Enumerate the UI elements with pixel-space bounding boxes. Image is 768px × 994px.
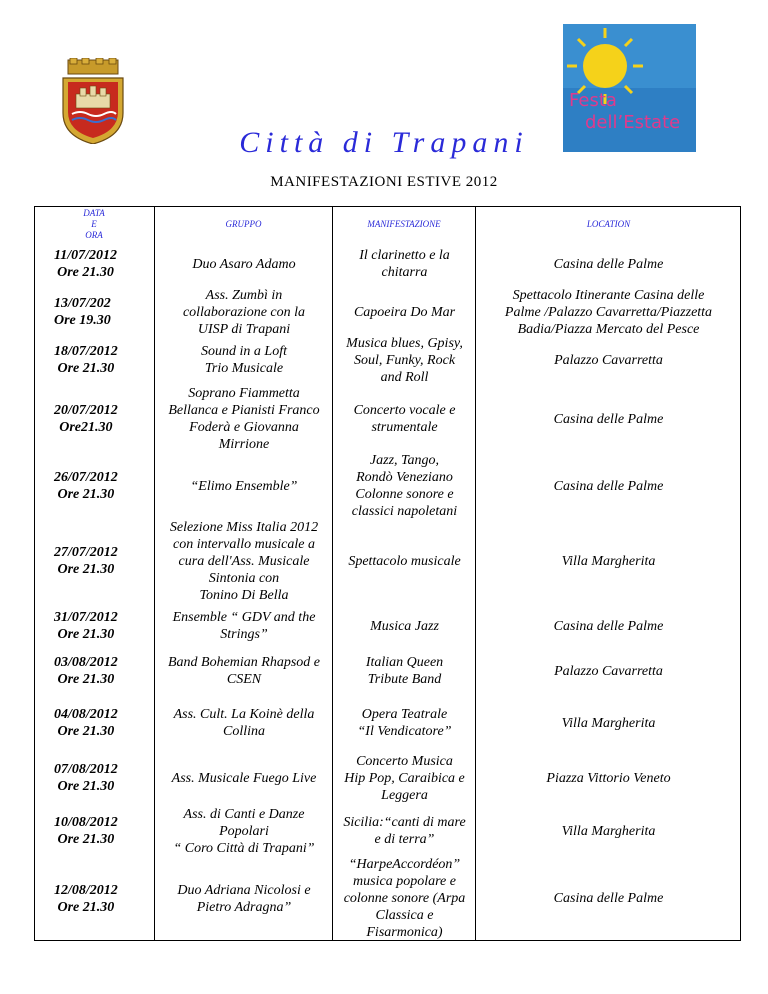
row-date: 04/08/2012 — [54, 707, 118, 722]
row-group — [155, 242, 333, 286]
row-group-text: Duo Asaro Adamo — [192, 256, 296, 272]
row-event-text: Musica blues, Gpisy, Soul, Funky, Rock and Roll — [346, 335, 463, 385]
row-date-time — [34, 856, 155, 941]
row-location — [476, 456, 741, 516]
svg-text:dell’Estate: dell’Estate — [585, 112, 681, 133]
row-location — [476, 382, 741, 456]
row-location-text: Casina delle Palme — [553, 411, 664, 427]
row-group-text: “Elimo Ensemble” — [190, 478, 298, 494]
row-date: 10/08/2012 — [54, 815, 118, 830]
row-date: 18/07/2012 — [54, 344, 118, 359]
row-group — [155, 286, 333, 338]
row-group — [155, 750, 333, 806]
row-location-text: Casina delle Palme — [553, 478, 664, 494]
row-location-text: Spettacolo Itinerante Casina delle Palme /Palazzo Cavarretta/Piazzetta Badia/Piazza Mercato del Pesce — [504, 287, 713, 337]
row-date: 20/07/2012 — [54, 403, 118, 418]
row-event-text: Opera Teatrale “Il Vendicatore” — [357, 707, 452, 739]
header-event: MANIFESTAZIONE — [367, 218, 441, 229]
row-event — [333, 806, 476, 856]
row-date-time — [34, 696, 155, 750]
row-location-text: Casina delle Palme — [553, 618, 664, 634]
row-date-time — [34, 806, 155, 856]
row-date: 31/07/2012 — [54, 610, 118, 625]
row-location — [476, 338, 741, 382]
header-date: DATA E ORA — [83, 207, 105, 240]
row-location-text: Villa Margherita — [561, 823, 656, 839]
row-time: Ore 21.30 — [57, 899, 115, 915]
row-date-time — [34, 286, 155, 338]
row-date-time — [34, 516, 155, 606]
row-time: Ore 21.30 — [57, 487, 115, 502]
row-event-text: Italian Queen Tribute Band — [365, 655, 444, 687]
row-event-text: Musica Jazz — [370, 618, 439, 634]
page-subtitle: MANIFESTAZIONI ESTIVE 2012 — [270, 174, 498, 190]
row-event-text: Concerto vocale e strumentale — [353, 403, 456, 435]
row-event — [333, 382, 476, 456]
row-group — [155, 856, 333, 941]
row-group — [155, 806, 333, 856]
row-time: Ore 19.30 — [54, 313, 111, 328]
row-event — [333, 750, 476, 806]
row-group — [155, 516, 333, 606]
row-date: 07/08/2012 — [54, 762, 118, 777]
row-group — [155, 696, 333, 750]
row-event-text: Spettacolo musicale — [348, 553, 461, 569]
events-table — [34, 206, 741, 941]
row-location-text: Casina delle Palme — [553, 891, 664, 906]
row-group-text: Ass. Zumbì in collaborazione con la UISP di Trapani — [182, 287, 306, 337]
row-event — [333, 606, 476, 646]
row-time: Ore21.30 — [59, 420, 113, 435]
row-date-time — [34, 456, 155, 516]
row-group-text: Soprano Fiammetta Bellanca e Pianisti Franco Foderà e Giovanna Mirrione — [168, 386, 320, 452]
row-event-text: Jazz, Tango, Rondò Veneziano Colonne sonore e classici napoletani — [351, 453, 458, 519]
row-date-time — [34, 606, 155, 646]
row-event — [333, 242, 476, 286]
row-location — [476, 606, 741, 646]
row-group — [155, 456, 333, 516]
city-title: Città di Trapani — [239, 126, 529, 159]
row-location — [476, 806, 741, 856]
row-date: 12/08/2012 — [54, 882, 118, 898]
row-event — [333, 696, 476, 750]
row-date: 03/08/2012 — [54, 655, 118, 670]
row-location — [476, 750, 741, 806]
row-event — [333, 856, 476, 941]
row-time: Ore 21.30 — [57, 361, 115, 376]
row-group — [155, 606, 333, 646]
row-event — [333, 516, 476, 606]
row-time: Ore 21.30 — [57, 724, 115, 739]
row-date-time — [34, 750, 155, 806]
row-time: Ore 21.30 — [57, 779, 115, 794]
header-group: GRUPPO — [225, 218, 262, 229]
row-event — [333, 453, 476, 519]
row-date: 26/07/2012 — [54, 470, 118, 485]
row-time: Ore 21.30 — [57, 832, 115, 847]
row-event-text: Capoeira Do Mar — [353, 304, 456, 320]
row-event-text: Sicilia:“canti di mare e di terra” — [343, 815, 466, 847]
row-location-text: Palazzo Cavarretta — [554, 352, 663, 368]
svg-text:Festa: Festa — [569, 90, 617, 111]
row-group-text: Selezione Miss Italia 2012 con intervallo musicale a cura dell'Ass. Musicale Sintonia con Tonino Di Bella — [169, 519, 319, 603]
row-time: Ore 21.30 — [57, 672, 115, 687]
row-location — [476, 286, 741, 338]
row-time: Ore 21.30 — [57, 627, 115, 642]
row-location — [476, 646, 741, 696]
row-group — [155, 646, 333, 696]
row-group-text: Band Bohemian Rhapsod e CSEN — [167, 655, 321, 687]
header-location: LOCATION — [586, 218, 631, 229]
row-time: Ore 21.30 — [57, 265, 114, 280]
row-group-text: Ass. Musicale Fuego Live — [171, 770, 317, 786]
row-date: 11/07/2012 — [54, 248, 118, 263]
row-date-time — [34, 242, 155, 286]
row-group-text: Sound in a Loft Trio Musicale — [201, 344, 287, 376]
row-group — [155, 338, 333, 382]
row-group-text: Ass. di Canti e Danze Popolari “ Coro Città di Trapani” — [173, 806, 315, 856]
row-group — [155, 382, 333, 456]
row-group-text: Ensemble “ GDV and the Strings” — [172, 610, 316, 642]
row-date: 13/07/202 — [54, 296, 111, 311]
row-location-text: Villa Margherita — [561, 553, 656, 569]
row-event-text: Il clarinetto e la chitarra — [359, 248, 450, 280]
row-event — [333, 646, 476, 696]
row-event-text: “HarpeAccordéon” musica popolare e colonne sonore (Arpa Classica e Fisarmonica) — [343, 857, 466, 940]
row-location — [476, 242, 741, 286]
row-location — [476, 516, 741, 606]
row-event — [333, 286, 476, 338]
row-location-text: Piazza Vittorio Veneto — [546, 770, 671, 786]
row-location — [476, 696, 741, 750]
row-date-time — [34, 646, 155, 696]
row-date: 27/07/2012 — [54, 545, 118, 560]
row-event — [333, 335, 476, 385]
row-date-time — [34, 338, 155, 382]
row-time: Ore 21.30 — [57, 562, 115, 577]
row-group-text: Duo Adriana Nicolosi e Pietro Adragna” — [177, 882, 311, 915]
row-location-text: Palazzo Cavarretta — [554, 663, 663, 679]
row-location-text: Villa Margherita — [561, 715, 656, 731]
row-location — [476, 856, 741, 941]
row-event-text: Concerto Musica Hip Pop, Caraibica e Leggera — [344, 753, 465, 803]
row-location-text: Casina delle Palme — [553, 256, 664, 272]
row-date-time — [34, 382, 155, 456]
row-group-text: Ass. Cult. La Koinè della Collina — [173, 707, 315, 739]
